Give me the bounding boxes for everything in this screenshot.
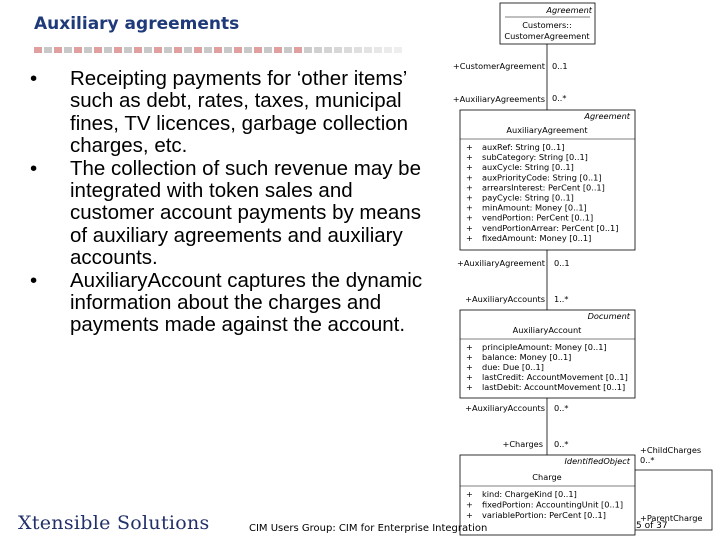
class-attribute: principleAmount: Money [0..1] [482, 342, 607, 352]
association-role: +AuxiliaryAgreements [452, 94, 545, 104]
class-attribute: lastDebit: AccountMovement [0..1] [482, 382, 626, 392]
association-role: +AuxiliaryAccounts [465, 403, 545, 413]
class-attribute: balance: Money [0..1] [482, 352, 572, 362]
bullet-item: • Receipting payments for ‘other items’ such as debt, rates, taxes, municipal fines, TV licences, garbage collection charges, etc. [28, 68, 428, 158]
class-name: AuxiliaryAgreement [506, 125, 588, 135]
class-attribute: auxCycle: String [0..1] [482, 162, 574, 173]
association-role: +CustomerAgreement [452, 61, 545, 71]
class-name: Customers:: [522, 20, 572, 30]
visibility-marker: + [466, 142, 473, 152]
association-role: +Charges [502, 439, 543, 449]
visibility-marker: + [466, 182, 473, 193]
bullet-item: • The collection of such revenue may be integrated with token sales and customer account payments by means of auxiliary agreements and auxiliary accounts. [28, 158, 428, 270]
visibility-marker: + [466, 382, 473, 392]
association-role: +AuxiliaryAccounts [465, 294, 545, 304]
class-name: CustomerAgreement [504, 31, 590, 41]
class-attribute: due: Due [0..1] [482, 362, 544, 372]
page-number: 5 of 37 [636, 521, 668, 531]
class-attribute: kind: ChargeKind [0..1] [482, 489, 577, 499]
class-attribute: vendPortion: PerCent [0..1] [482, 212, 594, 223]
company-logo: Xtensible Solutions [18, 512, 210, 534]
visibility-marker: + [466, 342, 473, 352]
visibility-marker: + [466, 192, 473, 203]
association-multiplicity: 0..1 [552, 61, 568, 71]
class-attribute: arrearsInterest: PerCent [0..1] [482, 182, 605, 193]
visibility-marker: + [466, 162, 473, 173]
visibility-marker: + [466, 352, 473, 362]
class-stereotype: Document [587, 311, 630, 321]
visibility-marker: + [466, 152, 473, 163]
class-stereotype: IdentifiedObject [564, 456, 630, 466]
slide-title: Auxiliary agreements [34, 14, 240, 34]
class-name: Charge [532, 472, 562, 482]
visibility-marker: + [466, 172, 473, 183]
association-role: +AuxiliaryAgreement [456, 258, 545, 268]
visibility-marker: + [466, 232, 473, 243]
class-attribute: payCycle: String [0..1] [482, 192, 574, 203]
class-attribute: auxPriorityCode: String [0..1] [482, 172, 602, 183]
class-attribute: variablePortion: PerCent [0..1] [482, 510, 606, 520]
bullet-item: • AuxiliaryAccount captures the dynamic information about the charges and payments made against the account. [28, 270, 428, 337]
customer-agreement-class [500, 3, 595, 44]
association-multiplicity: 0..* [640, 455, 655, 465]
class-attribute: fixedPortion: AccountingUnit [0..1] [482, 499, 624, 510]
visibility-marker: + [466, 489, 473, 499]
visibility-marker: + [466, 362, 473, 372]
association-multiplicity: 0..* [554, 403, 569, 413]
auxiliary-agreement-class [460, 110, 635, 250]
auxiliary-account-class [460, 310, 635, 398]
class-stereotype: Agreement [546, 5, 592, 15]
association-multiplicity: 1..* [554, 294, 569, 304]
visibility-marker: + [466, 212, 473, 223]
visibility-marker: + [466, 222, 473, 233]
class-name: AuxiliaryAccount [512, 325, 582, 335]
class-attribute: auxRef: String [0..1] [482, 142, 565, 152]
association-multiplicity: 0..* [554, 439, 569, 449]
visibility-marker: + [466, 372, 473, 382]
class-attribute: vendPortionArrear: PerCent [0..1] [482, 222, 619, 233]
visibility-marker: + [466, 499, 473, 510]
class-attribute: lastCredit: AccountMovement [0..1] [482, 372, 628, 382]
association-multiplicity: 0..1 [554, 258, 570, 268]
footer-text: CIM Users Group: CIM for Enterprise Integration [249, 523, 488, 534]
visibility-marker: + [466, 202, 473, 213]
association-multiplicity: 0..* [552, 93, 567, 103]
class-stereotype: Agreement [584, 111, 630, 121]
class-attribute: fixedAmount: Money [0..1] [482, 232, 592, 243]
association-role: +ChildCharges [640, 445, 702, 455]
class-attribute: minAmount: Money [0..1] [482, 202, 587, 213]
association-role: +ParentCharge [640, 513, 703, 523]
class-attribute: subCategory: String [0..1] [482, 152, 588, 163]
visibility-marker: + [466, 510, 473, 520]
